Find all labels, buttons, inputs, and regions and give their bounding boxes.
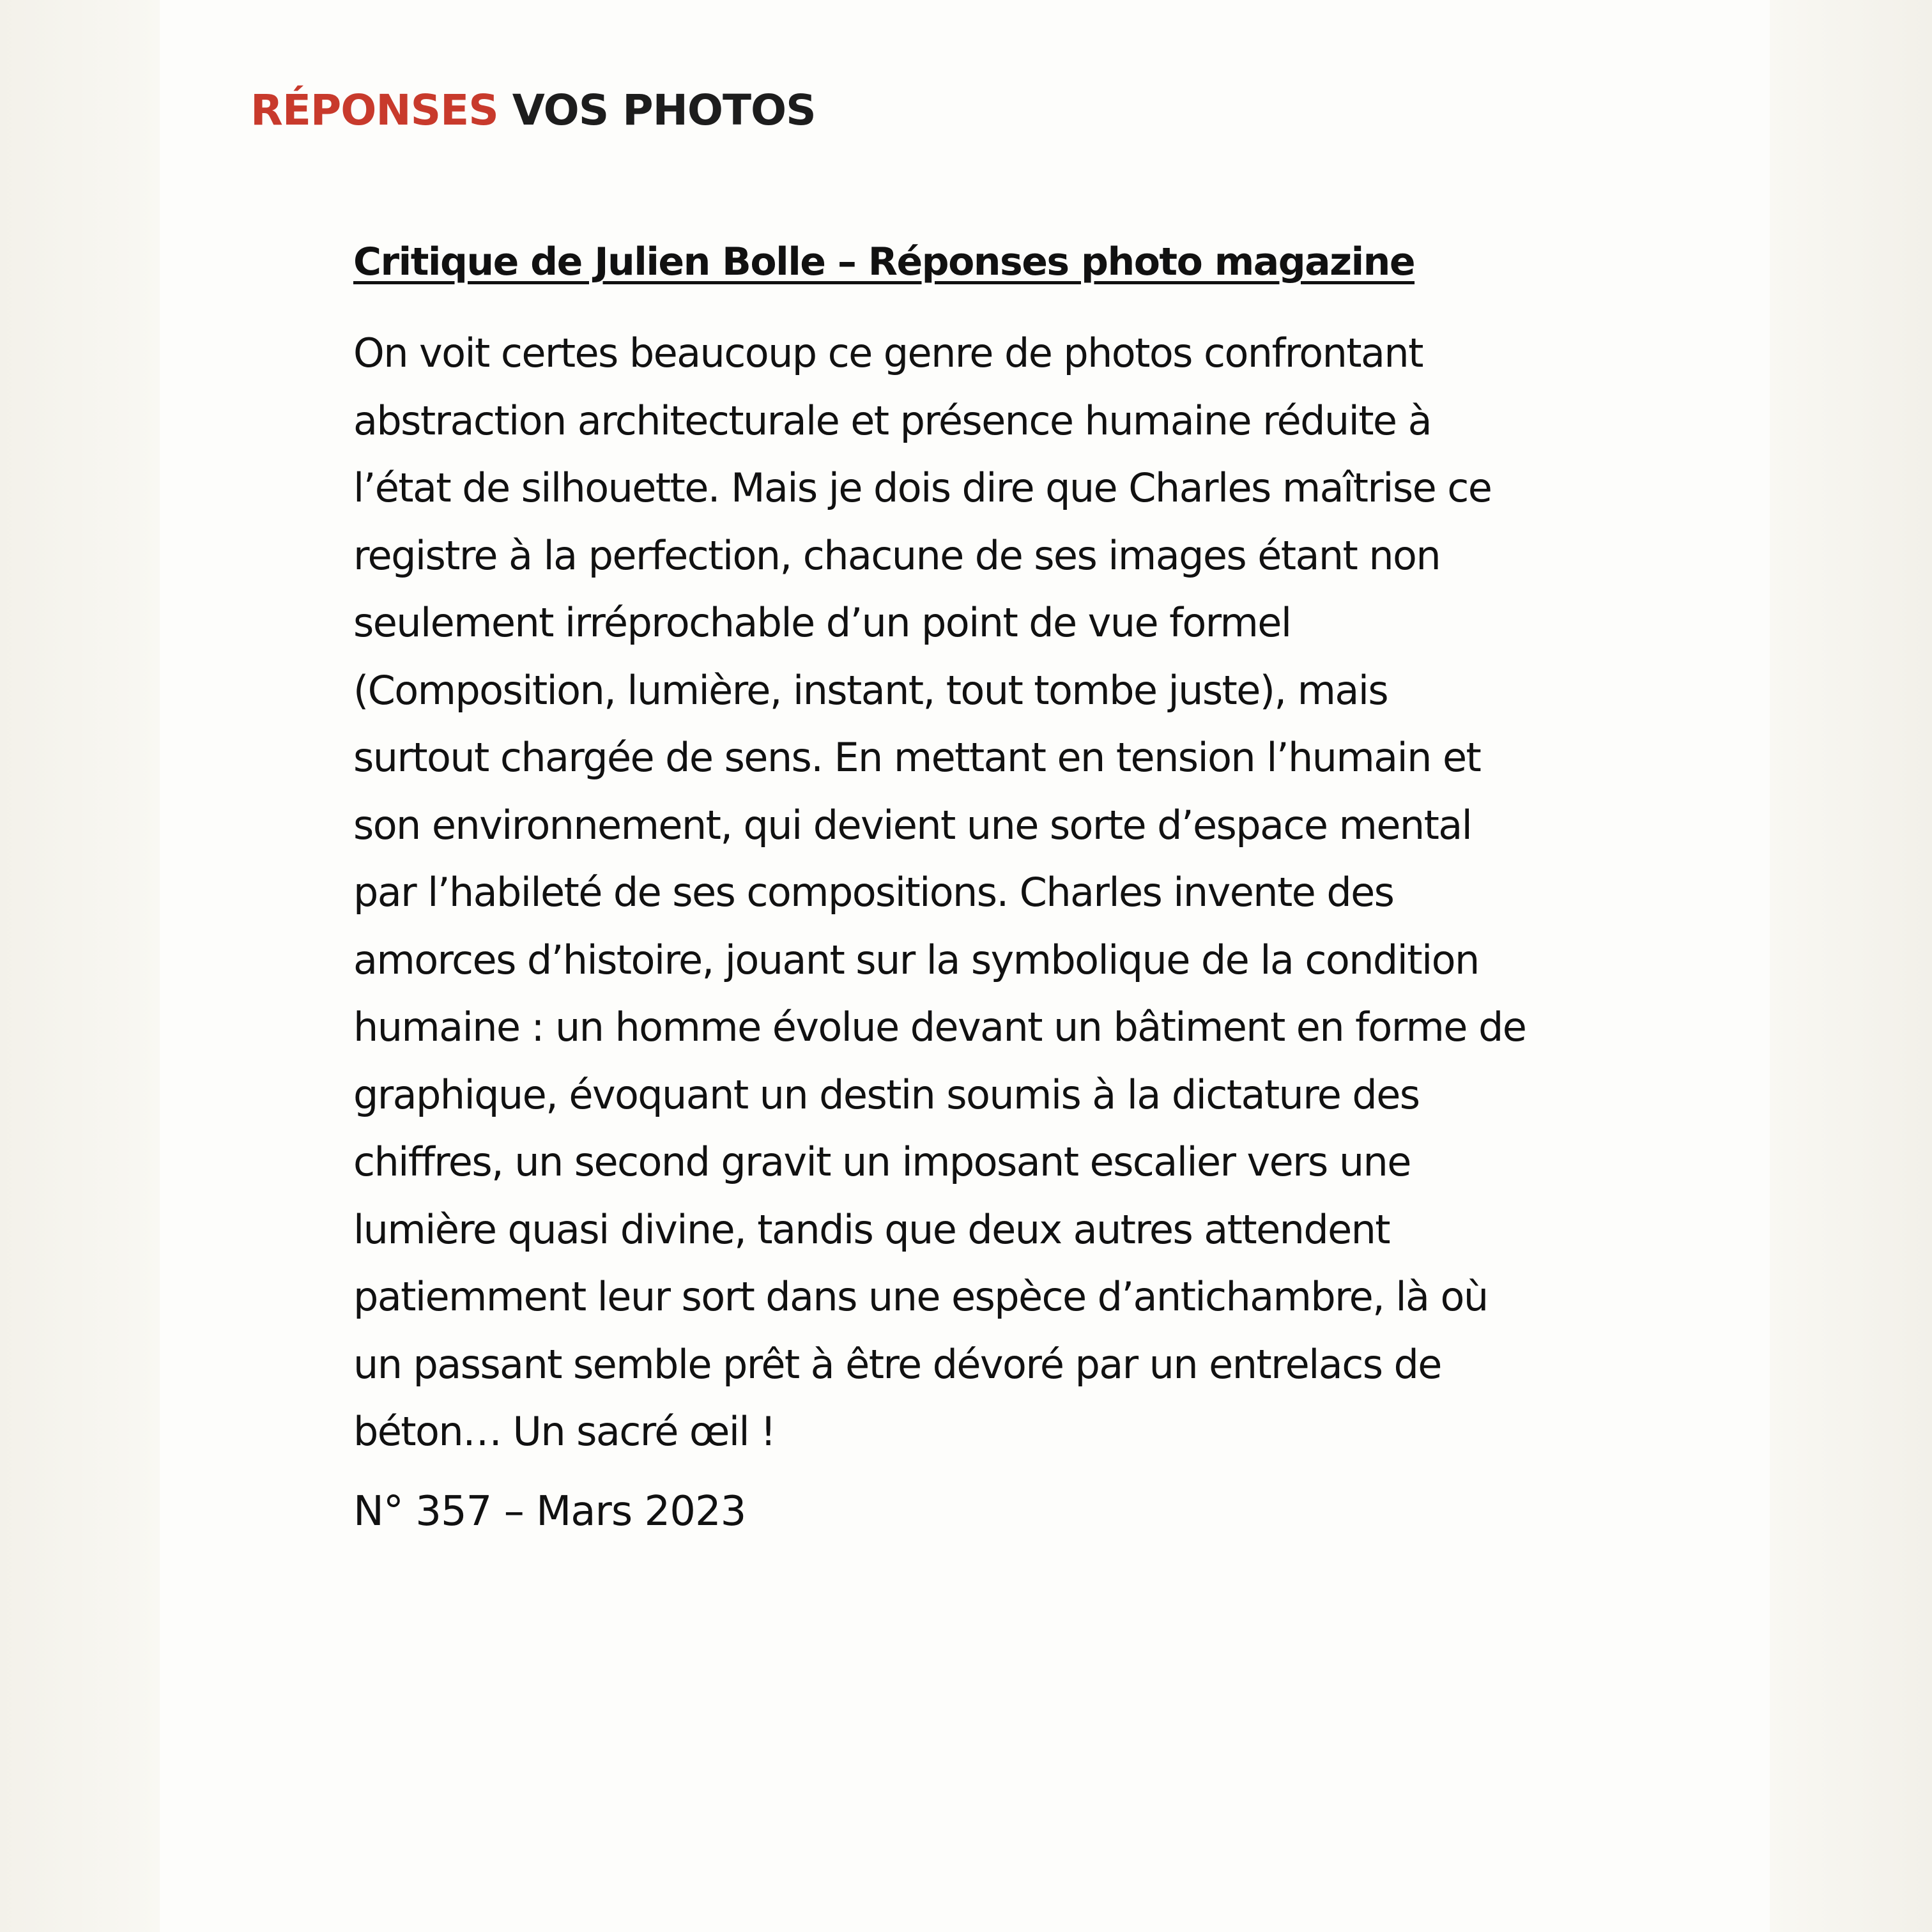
body-line: On voit certes beaucoup ce genre de photos confrontant <box>353 330 1423 376</box>
article-content <box>353 236 1618 1544</box>
body-line: patiemment leur sort dans une espèce d’antichambre, là où <box>353 1273 1488 1320</box>
article-title: Critique de Julien Bolle – Réponses photo magazine <box>353 240 1415 284</box>
body-line: son environnement, qui devient une sorte d’espace mental <box>353 801 1472 848</box>
body-line: seulement irréprochable d’un point de vue formel <box>353 599 1291 646</box>
masthead-reponses: RÉPONSES <box>250 86 498 135</box>
magazine-masthead <box>250 86 816 135</box>
body-line: graphique, évoquant un destin soumis à la dictature des <box>353 1071 1420 1118</box>
body-line: chiffres, un second gravit un imposant escalier vers une <box>353 1138 1411 1185</box>
issue-reference: N° 357 – Mars 2023 <box>353 1487 746 1535</box>
masthead-vos-photos-text: VOS PHOTOS <box>512 86 816 135</box>
article-body <box>353 319 1618 1466</box>
right-margin-shade <box>1770 0 1932 1932</box>
left-margin-shade <box>0 0 160 1932</box>
body-line: un passant semble prêt à être dévoré par un entrelacs de <box>353 1340 1441 1388</box>
body-line: abstraction architecturale et présence humaine réduite à <box>353 397 1431 444</box>
body-line: par l’habileté de ses compositions. Charles invente des <box>353 869 1394 916</box>
body-line: (Composition, lumière, instant, tout tombe juste), mais <box>353 666 1388 714</box>
body-line: surtout chargée de sens. En mettant en tension l’humain et <box>353 734 1481 781</box>
body-line: humaine : un homme évolue devant un bâtiment en forme de <box>353 1004 1526 1050</box>
body-line: l’état de silhouette. Mais je dois dire que Charles maîtrise ce <box>353 464 1492 511</box>
body-line: lumière quasi divine, tandis que deux autres attendent <box>353 1206 1390 1253</box>
body-line: béton… Un sacré œil ! <box>353 1408 776 1455</box>
body-line: registre à la perfection, chacune de ses images étant non <box>353 532 1441 579</box>
body-line: amorces d’histoire, jouant sur la symbolique de la condition <box>353 936 1479 983</box>
masthead-vos-photos <box>498 86 816 135</box>
